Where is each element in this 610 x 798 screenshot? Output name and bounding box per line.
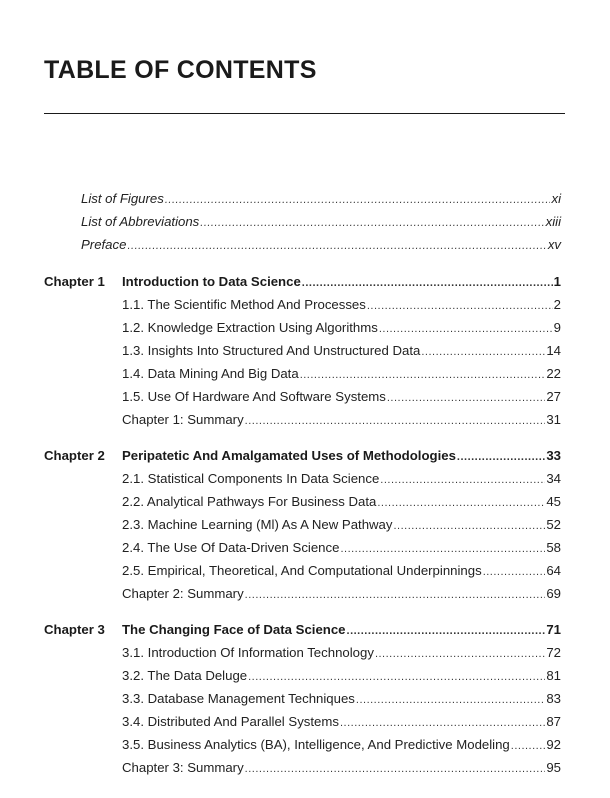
toc-entry-label: Chapter 1: Summary — [122, 412, 244, 427]
dot-leader — [340, 714, 545, 732]
toc-entry-label: 2.5. Empirical, Theoretical, And Computational Underpinnings — [122, 563, 482, 578]
toc-entry-page: xi — [551, 191, 561, 206]
toc-entry-label: Chapter 3: Summary — [122, 760, 244, 775]
toc-entry-page: 2 — [553, 297, 561, 312]
toc-entry-page: 72 — [546, 645, 561, 660]
dot-leader — [245, 760, 546, 778]
toc-entry-page: 14 — [546, 343, 561, 358]
toc-entry-list-of-abbreviations[interactable] — [81, 213, 561, 232]
chapter-title-entry[interactable] — [122, 621, 561, 640]
toc-entry-label: 1.1. The Scientific Method And Processes — [122, 297, 366, 312]
dot-leader — [377, 494, 545, 512]
toc-entry[interactable] — [122, 388, 561, 407]
dot-leader — [380, 471, 545, 489]
toc-entry-page: 81 — [546, 668, 561, 683]
page-title: TABLE OF CONTENTS — [44, 56, 317, 84]
toc-entry[interactable] — [122, 516, 561, 535]
toc-entry-label: List of Abbreviations — [81, 214, 200, 229]
toc-entry-page: 34 — [546, 471, 561, 486]
toc-entry-label: 2.1. Statistical Components In Data Science — [122, 471, 380, 486]
toc-entry[interactable] — [122, 493, 561, 512]
toc-entry-page: xv — [547, 237, 561, 252]
toc-entry-page: 83 — [546, 691, 561, 706]
chapter-label: Chapter 2 — [44, 448, 105, 463]
toc-entry-label: 1.4. Data Mining And Big Data — [122, 366, 299, 381]
toc-entry-page: 87 — [546, 714, 561, 729]
toc-entry[interactable] — [122, 365, 561, 384]
dot-leader — [367, 297, 553, 315]
toc-entry-label: 2.2. Analytical Pathways For Business Data — [122, 494, 377, 509]
toc-entry-page: 22 — [546, 366, 561, 381]
toc-entry-page: 27 — [546, 389, 561, 404]
chapter-title: Introduction to Data Science — [122, 274, 301, 289]
dot-leader — [375, 645, 545, 663]
dot-leader — [356, 691, 545, 709]
dot-leader — [511, 737, 546, 755]
toc-entry-label: 2.4. The Use Of Data-Driven Science — [122, 540, 340, 555]
toc-entry-page: 1 — [553, 274, 561, 289]
chapter-label: Chapter 1 — [44, 274, 105, 289]
toc-entry-page: 9 — [553, 320, 561, 335]
chapter-title: Peripatetic And Amalgamated Uses of Methodologies — [122, 448, 456, 463]
toc-entry[interactable] — [122, 342, 561, 361]
toc-entry[interactable] — [122, 470, 561, 489]
toc-entry-page: 92 — [546, 737, 561, 752]
dot-leader — [248, 668, 545, 686]
toc-entry[interactable] — [122, 539, 561, 558]
dot-leader — [200, 214, 544, 232]
toc-entry[interactable] — [122, 319, 561, 338]
toc-entry-page: 58 — [546, 540, 561, 555]
toc-entry-page: 69 — [546, 586, 561, 601]
toc-entry[interactable] — [122, 667, 561, 686]
dot-leader — [245, 412, 546, 430]
toc-entry-page: 52 — [546, 517, 561, 532]
dot-leader — [300, 366, 546, 384]
chapter-title: The Changing Face of Data Science — [122, 622, 346, 637]
toc-entry-label: 3.1. Introduction Of Information Technology — [122, 645, 374, 660]
toc-entry-page: 33 — [546, 448, 561, 463]
dot-leader — [457, 448, 545, 466]
toc-entry[interactable] — [122, 585, 561, 604]
toc-entry[interactable] — [122, 690, 561, 709]
toc-entry[interactable] — [122, 411, 561, 430]
toc-entry-label: 1.3. Insights Into Structured And Unstructured Data — [122, 343, 421, 358]
toc-entry-page: 45 — [546, 494, 561, 509]
toc-entry-label: 3.4. Distributed And Parallel Systems — [122, 714, 339, 729]
toc-entry-label: 1.5. Use Of Hardware And Software Systems — [122, 389, 386, 404]
toc-entry[interactable] — [122, 562, 561, 581]
dot-leader — [127, 237, 546, 255]
chapter-title-entry[interactable] — [122, 447, 561, 466]
toc-entry[interactable] — [122, 296, 561, 315]
toc-entry-label: 1.2. Knowledge Extraction Using Algorithms — [122, 320, 378, 335]
dot-leader — [483, 563, 546, 581]
toc-entry-label: List of Figures — [81, 191, 164, 206]
toc-entry-page: xiii — [545, 214, 561, 229]
toc-entry-page: 71 — [546, 622, 561, 637]
toc-entry-page: 31 — [546, 412, 561, 427]
toc-entry-label: Chapter 2: Summary — [122, 586, 244, 601]
toc-entry[interactable] — [122, 759, 561, 778]
dot-leader — [393, 517, 545, 535]
toc-entry[interactable] — [122, 644, 561, 663]
dot-leader — [347, 622, 546, 640]
chapter-title-entry[interactable] — [122, 273, 561, 292]
toc-entry-label: 3.5. Business Analytics (BA), Intelligence, And Predictive Modeling — [122, 737, 510, 752]
toc-entry[interactable] — [122, 736, 561, 755]
dot-leader — [302, 274, 553, 292]
toc-entry-label: Preface — [81, 237, 127, 252]
toc-entry-page: 64 — [546, 563, 561, 578]
toc-entry-label: 2.3. Machine Learning (Ml) As A New Pathway — [122, 517, 393, 532]
title-rule — [44, 113, 565, 114]
toc-entry[interactable] — [122, 713, 561, 732]
dot-leader — [421, 343, 545, 361]
toc-entry-label: 3.3. Database Management Techniques — [122, 691, 355, 706]
dot-leader — [165, 191, 551, 209]
toc-entry-preface[interactable] — [81, 236, 561, 255]
dot-leader — [387, 389, 545, 407]
toc-entry-label: 3.2. The Data Deluge — [122, 668, 248, 683]
dot-leader — [245, 586, 546, 604]
dot-leader — [379, 320, 553, 338]
chapter-label: Chapter 3 — [44, 622, 105, 637]
toc-entry-page: 95 — [546, 760, 561, 775]
toc-entry-list-of-figures[interactable] — [81, 190, 561, 209]
dot-leader — [340, 540, 545, 558]
